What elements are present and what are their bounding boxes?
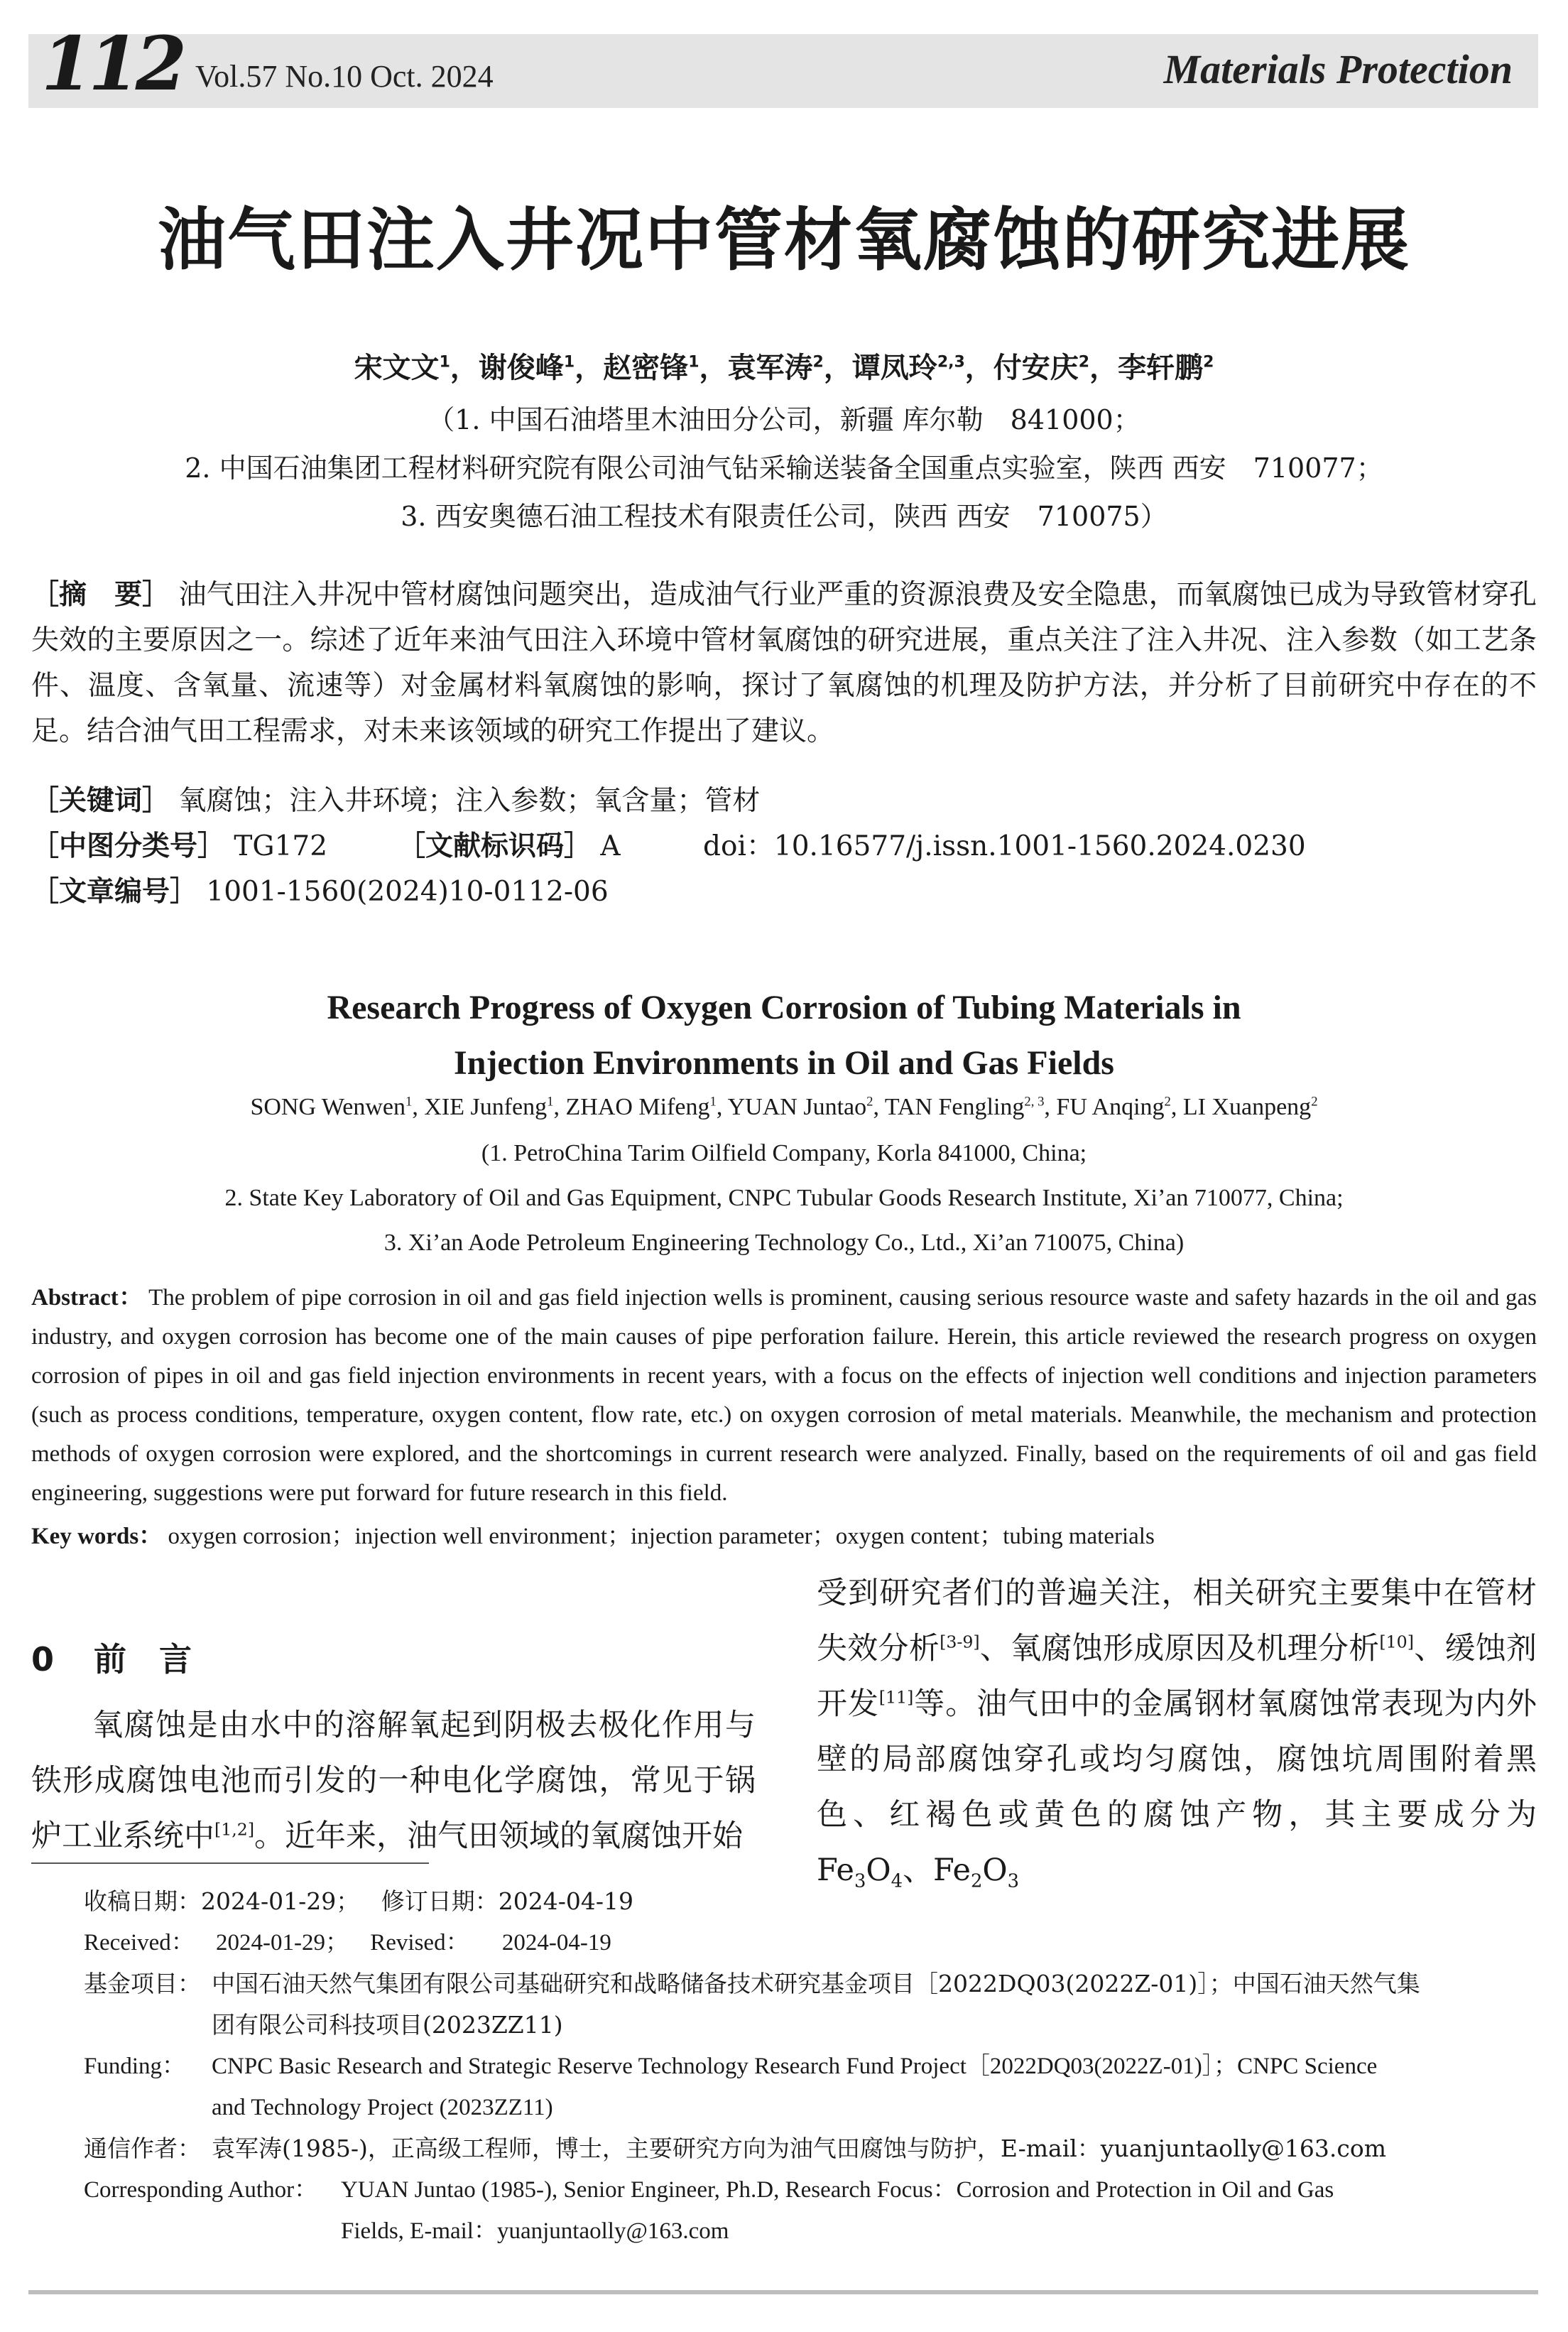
- abstract-en-text: The problem of pipe corrosion in oil and gas field injection wells is prominent, causing serious resource waste and safety hazards in the oil and gas industry, and oxygen corrosion has become one of the main causes of pipe perforation failure. Herein, this article reviewed the research progress on oxygen corrosion of pipes in oil and gas field injection environments in recent years, with a focus on the effects of injection well conditions and injection parameters (such as process conditions, temperature, oxygen content, flow rate, etc.) on oxygen corrosion of metal materials. Meanwhile, the mechanism and protection methods of oxygen corrosion were explored, and the shortcomings in current research were analyzed. Finally, based on the requirements of oil and gas field engineering, suggestions were put forward for future research in this field.: [31, 1285, 1537, 1506]
- author-affiliation-mark: 1: [439, 353, 450, 372]
- received-en-date: 2024-01-29；: [216, 1930, 349, 1956]
- english-author-affiliation-mark: 1: [547, 1094, 554, 1110]
- keywords-cn-label: ［关键词］: [31, 785, 170, 817]
- ref-1-2: [1,2]: [214, 1819, 255, 1840]
- received-en-label: Received：: [84, 1930, 195, 1956]
- keywords-cn-text: 氧腐蚀；注入井环境；注入参数；氧含量；管材: [178, 785, 761, 817]
- author-name: 袁军涛: [727, 352, 813, 384]
- author-list: [0, 345, 1568, 386]
- ref-3-9: [3-9]: [940, 1632, 980, 1652]
- article-number-label: ［文章编号］: [31, 876, 198, 908]
- keywords-en-label: Key words：: [31, 1524, 163, 1549]
- english-author-name: SONG Wenwen: [250, 1094, 406, 1120]
- doc-code-label: ［文献标识码］: [398, 830, 592, 862]
- revised-cn-label: 修订日期：: [381, 1887, 499, 1915]
- subscript: 3: [854, 1870, 866, 1892]
- corresponding-en-line-2: Fields, E-mail：yuanjuntaolly@163.com: [341, 2218, 729, 2244]
- english-affiliation-3: 3. Xi’an Aode Petroleum Engineering Technology Co., Ltd., Xi’an 710075, China): [383, 1230, 1185, 1256]
- english-author-separator: ,: [873, 1094, 885, 1120]
- revised-en-date: 2024-04-19: [501, 1930, 611, 1956]
- author-separator: ，: [823, 352, 852, 384]
- author-separator: ，: [964, 352, 993, 384]
- body-right-text-5: O: [866, 1853, 891, 1888]
- english-author-name: TAN Fengling: [884, 1094, 1025, 1120]
- subscript: 4: [891, 1870, 903, 1892]
- english-author-separator: ,: [1170, 1094, 1183, 1120]
- footnote-received-cn: [84, 1881, 633, 1922]
- page-number: 112: [41, 20, 183, 107]
- abstract-cn-label: ［摘 要］: [31, 579, 170, 611]
- corresponding-en-label: Corresponding Author：: [84, 2177, 318, 2203]
- section-heading: [31, 1634, 192, 1681]
- body-right-text-7: O: [982, 1853, 1008, 1888]
- article-number-row: [31, 869, 609, 909]
- received-cn-label: 收稿日期：: [84, 1887, 201, 1915]
- revised-en-label: Revised：: [370, 1930, 469, 1956]
- revised-cn-date: 2024-04-19: [498, 1887, 634, 1915]
- author-affiliation-mark: 1: [563, 353, 575, 372]
- english-author-affiliation-mark: 2: [1311, 1094, 1318, 1110]
- body-left-column: [31, 1698, 756, 1864]
- body-right-text-4: 等。油气田中的金属钢材氧腐蚀常表现为内外壁的局部腐蚀穿孔或均匀腐蚀，腐蚀坑周围附着黑色、红褐色或黄色的腐蚀产物，其主要成分为 Fe: [817, 1686, 1537, 1888]
- abstract-en-label: Abstract：: [31, 1285, 143, 1311]
- body-right-text-6: 、Fe: [903, 1853, 971, 1888]
- keywords-en: [31, 1517, 1155, 1551]
- english-author-name: XIE Junfeng: [424, 1094, 548, 1120]
- english-title-line-1: Research Progress of Oxygen Corrosion of Tubing Materials in: [327, 989, 1241, 1026]
- body-left-text-2: 。近年来，油气田领域的氧腐蚀开始: [254, 1818, 744, 1854]
- affiliation-1: （1. 中国石油塔里木油田分公司，新疆 库尔勒 841000；: [428, 404, 1140, 435]
- author-name: 赵密锋: [603, 352, 689, 384]
- funding-cn-label: 基金项目：: [84, 1970, 201, 1997]
- corresponding-cn-label: 通信作者：: [84, 2135, 201, 2162]
- subscript: 3: [1007, 1870, 1020, 1892]
- author-affiliation-mark: 2: [812, 353, 824, 372]
- english-author-name: FU Anqing: [1056, 1094, 1165, 1120]
- doc-code-row: [398, 824, 621, 864]
- abstract-en: [31, 1279, 1537, 1513]
- english-author-affiliation-mark: 1: [709, 1094, 717, 1110]
- english-affiliation-1: (1. PetroChina Tarim Oilfield Company, Korla 841000, China;: [481, 1140, 1087, 1166]
- english-author-separator: ,: [1044, 1094, 1057, 1120]
- english-title: [0, 980, 1568, 1091]
- body-right-column: [817, 1566, 1537, 1898]
- ref-11: [11]: [878, 1687, 914, 1708]
- doi: doi：10.16577/j.issn.1001-1560.2024.0230: [703, 830, 1306, 862]
- body-left-text-1: 氧腐蚀是由水中的溶解氧起到阴极去极化作用与铁形成腐蚀电池而引发的一种电化学腐蚀，常见于锅炉工业系统中: [31, 1708, 756, 1854]
- affiliation-3: 3. 西安奥德石油工程技术有限责任公司，陕西 西安 710075）: [401, 501, 1167, 532]
- english-author-affiliation-mark: 2, 3: [1024, 1094, 1045, 1110]
- clc-value: TG172: [234, 830, 328, 862]
- clc-label: ［中图分类号］: [31, 830, 226, 862]
- section-number: 0: [31, 1640, 55, 1679]
- english-author-name: ZHAO Mifeng: [565, 1094, 710, 1120]
- corresponding-cn-text: 袁军涛(1985-)，正高级工程师，博士，主要研究方向为油气田腐蚀与防护，E-mail：yuanjuntaolly@163.com: [212, 2135, 1387, 2162]
- english-author-separator: ,: [412, 1094, 425, 1120]
- affiliation-2: 2. 中国石油集团工程材料研究院有限公司油气钻采输送装备全国重点实验室，陕西 西安 710077；: [185, 452, 1383, 484]
- english-author-separator: ,: [716, 1094, 728, 1120]
- english-author-name: LI Xuanpeng: [1182, 1094, 1312, 1120]
- abstract-cn: [31, 573, 1537, 754]
- english-author-list: [0, 1094, 1568, 1121]
- ref-10: [10]: [1379, 1632, 1414, 1652]
- author-name: 谢俊峰: [478, 352, 564, 384]
- body-right-text-3: 、缓蚀剂开发: [817, 1631, 1537, 1722]
- english-affiliation-2: 2. State Key Laboratory of Oil and Gas Equipment, CNPC Tubular Goods Research Institute, Xi’an 710077, China;: [224, 1185, 1344, 1211]
- funding-cn-line-2: 团有限公司科技项目(2023ZZ11): [212, 2011, 563, 2039]
- author-separator: ，: [450, 352, 479, 384]
- funding-en-line-2: and Technology Project (2023ZZ11): [212, 2095, 553, 2120]
- article-number-value: 1001-1560(2024)10-0112-06: [206, 876, 609, 908]
- author-separator: ，: [699, 352, 728, 384]
- subscript: 2: [970, 1870, 983, 1892]
- received-cn-date: 2024-01-29；: [201, 1887, 360, 1915]
- english-author-affiliation-mark: 2: [1164, 1094, 1171, 1110]
- keywords-cn: [31, 779, 760, 818]
- body-right-text-2: 、氧腐蚀形成原因及机理分析: [979, 1631, 1380, 1666]
- english-author-name: YUAN Juntao: [727, 1094, 867, 1120]
- paper-title: 油气田注入井况中管材氧腐蚀的研究进展: [158, 200, 1410, 280]
- author-affiliation-mark: 2,3: [937, 353, 965, 372]
- author-separator: ，: [1089, 352, 1118, 384]
- author-name: 付安庆: [993, 352, 1079, 384]
- funding-cn-line-1: 中国石油天然气集团有限公司基础研究和战略储备技术研究基金项目［2022DQ03(2022Z-01)］；中国石油天然气集: [212, 1970, 1420, 1997]
- section-title: 前 言: [94, 1640, 192, 1679]
- funding-en-label: Funding：: [84, 2054, 186, 2079]
- author-affiliation-mark: 1: [688, 353, 699, 372]
- footer-rule: [28, 2290, 1538, 2294]
- classification-row: [31, 824, 327, 864]
- corresponding-en-line-1: YUAN Juntao (1985-), Senior Engineer, Ph.D, Research Focus：Corrosion and Protection in Oil and Gas: [341, 2177, 1334, 2203]
- keywords-en-text: oxygen corrosion；injection well environment；injection parameter；oxygen content；tubing materials: [168, 1524, 1155, 1549]
- footnote-received-en: [84, 1922, 611, 1963]
- journal-name: Materials Protection: [1163, 46, 1513, 92]
- author-name: 宋文文: [354, 352, 440, 384]
- english-author-separator: ,: [553, 1094, 566, 1120]
- author-affiliation-mark: 2: [1078, 353, 1090, 372]
- author-affiliation-mark: 2: [1203, 353, 1214, 372]
- body-right-text-1: 受到研究者们的普遍关注，相关研究主要集中在管材失效分析: [817, 1576, 1537, 1666]
- doc-code-value: A: [600, 830, 621, 862]
- english-author-affiliation-mark: 2: [866, 1094, 873, 1110]
- footnote-divider: [31, 1862, 429, 1864]
- english-title-line-2: Injection Environments in Oil and Gas Fields: [454, 1044, 1114, 1082]
- author-name: 谭凤玲: [851, 352, 937, 384]
- author-separator: ，: [575, 352, 604, 384]
- english-author-affiliation-mark: 1: [405, 1094, 413, 1110]
- issue-info: Vol.57 No.10 Oct. 2024: [195, 59, 494, 94]
- author-name: 李轩鹏: [1118, 352, 1204, 384]
- funding-en-line-1: CNPC Basic Research and Strategic Reserve Technology Research Fund Project［2022DQ03(2022Z-01)］；CNPC Science: [212, 2054, 1378, 2079]
- abstract-cn-text: 油气田注入井况中管材腐蚀问题突出，造成油气行业严重的资源浪费及安全隐患，而氧腐蚀已成为导致管材穿孔失效的主要原因之一。综述了近年来油气田注入环境中管材氧腐蚀的研究进展，重点关注了注入井况、注入参数（如工艺条件、温度、含氧量、流速等）对金属材料氧腐蚀的影响，探讨了氧腐蚀的机理及防护方法，并分析了目前研究中存在的不足。结合油气田工程需求，对未来该领域的研究工作提出了建议。: [31, 579, 1537, 747]
